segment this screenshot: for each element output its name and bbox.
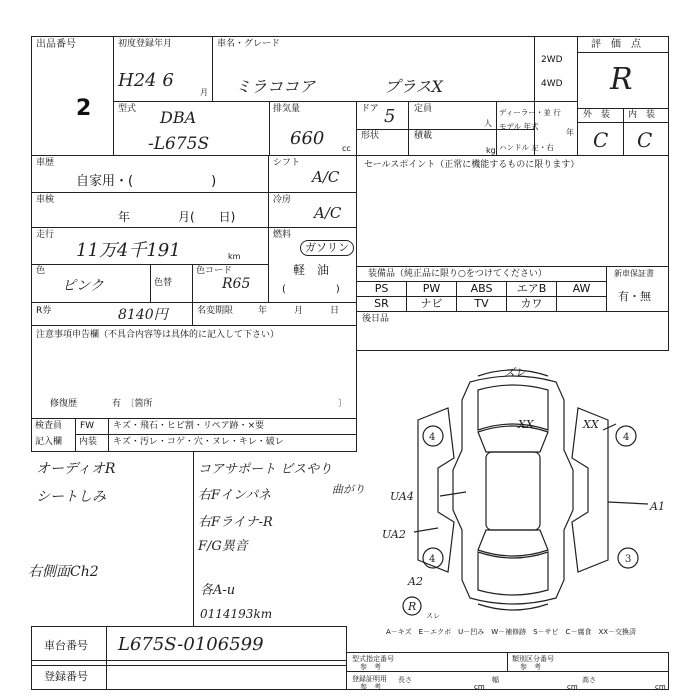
mark-xx-center: XX: [518, 418, 534, 431]
equipment-item-row1-3: エアB: [507, 282, 557, 297]
shift-label: シフト: [273, 158, 301, 168]
ac-label: 冷房: [273, 195, 292, 205]
fuel-paren: ( ): [282, 284, 340, 295]
mileage-value: 11万4千191: [76, 240, 181, 261]
remark-center-6: 0114193km: [200, 607, 273, 621]
remark-bent: 曲がり: [332, 483, 365, 496]
remark-center-1: コアサポート ビスやり: [198, 462, 333, 477]
length-cm: cm: [474, 683, 485, 691]
fuel-diesel: 軽 油: [293, 263, 330, 277]
equipment-item-row2-2: TV: [457, 297, 507, 312]
remark-center-3: 右Fライナ-R: [198, 515, 273, 530]
car-grade-label: 車名・グレード: [217, 39, 281, 49]
color-change-label: 色替: [154, 278, 173, 288]
width-label: 幅: [492, 676, 499, 684]
car-body-outline: [453, 376, 573, 604]
mark-r: R: [408, 600, 417, 613]
interior-code: 内装: [79, 437, 98, 447]
car-roof: [486, 452, 540, 530]
remark-center-5: 各A-u: [200, 583, 236, 598]
equipment-label: 装備品（純正品に限り○をつけてください）: [368, 269, 547, 279]
exterior-grade: C: [593, 128, 609, 152]
checker-mid-line: [75, 434, 356, 435]
equipment-item-row1-1: PW: [407, 282, 457, 297]
inspector-items: キズ・飛石・ヒビ割・リペア跡・×要: [113, 421, 265, 431]
score-sub-divider: [623, 108, 624, 155]
checker-divider-2: [108, 418, 109, 452]
mark-scuff: スレ: [426, 612, 440, 620]
first-reg-month-unit: 月: [200, 88, 208, 97]
sales-point-label: セールスポイント（正常に機能するものに限ります）: [364, 160, 580, 170]
car-windshield-front: [478, 426, 548, 452]
doors-value: 5: [384, 106, 396, 127]
inspection-label: 車検: [36, 195, 55, 205]
remark-left-2: シートしみ: [36, 489, 106, 505]
chassis-line: [32, 660, 346, 661]
mark-a1: A1: [650, 500, 665, 513]
length-label: 長さ: [398, 676, 412, 684]
mileage-label: 走行: [36, 230, 55, 240]
score-header-line: [578, 52, 668, 53]
car-damage-diagram: [378, 360, 678, 622]
color-value: ピンク: [62, 278, 104, 294]
model-prefix: DBA: [160, 108, 197, 127]
reg-spec-divider: [507, 652, 508, 672]
notes-label: 注意事項申告欄（不具合内容等は具体的に記入して下さい）: [36, 330, 280, 340]
mark-4-front-left: 4: [429, 432, 436, 443]
color-label: 色: [36, 266, 46, 276]
handle-label: ハンドル 左・右: [499, 143, 554, 152]
lot-no-label: 出品番号: [36, 39, 76, 50]
name-change-value: 年 月 日: [258, 306, 340, 316]
history-divider: [268, 155, 269, 303]
score-label: 評 価 点: [591, 39, 641, 50]
category-ref: 参 考: [520, 663, 541, 671]
shape-label: 形状: [361, 131, 380, 141]
doors-label: ドア: [361, 104, 379, 114]
reg-cert-ref: 参 考: [360, 683, 381, 691]
mark-3-rear-right: 3: [625, 554, 632, 565]
equipment-item-row2-0: SR: [357, 297, 407, 312]
chassis-label: 車台番号: [44, 639, 88, 652]
height-cm: cm: [655, 683, 666, 691]
grade: プラスX: [384, 77, 443, 96]
dealer-label: ディーラー・並 行: [499, 108, 561, 117]
cc-unit: cc: [342, 144, 351, 153]
lot-no: 2: [76, 96, 92, 121]
mark-ua4: UA4: [390, 490, 414, 503]
rear-items-label: 後日品: [362, 314, 390, 324]
person-unit: 人: [484, 119, 492, 128]
rear-items-box: [356, 311, 669, 351]
reg-label: 登録番号: [44, 670, 88, 683]
repair-value: 有 〔箇所: [112, 399, 153, 409]
model-desig-label: 型式指定番号: [352, 655, 394, 663]
equipment-item-row2-3: カワ: [507, 297, 557, 312]
load-label: 積載: [414, 131, 433, 141]
car-trunk: [478, 552, 548, 595]
mark-a2: A2: [408, 575, 423, 588]
color-change-divider: [150, 264, 151, 303]
mark-4-front-right: 4: [623, 432, 630, 443]
km-unit: km: [228, 252, 241, 261]
equipment-item-row1-2: ABS: [457, 282, 507, 297]
car-name: ミラココア: [235, 77, 316, 96]
interior-grade: C: [637, 128, 653, 152]
displacement-value: 660: [290, 128, 325, 149]
drive-2wd: 2WD: [541, 55, 563, 65]
inspector-label: 検査員: [35, 421, 63, 431]
history-label: 車歴: [36, 158, 55, 168]
interior-label: 内 装: [628, 110, 656, 120]
car-hood: [478, 385, 548, 430]
bumper-rear: [478, 604, 548, 610]
model-code: -L675S: [148, 134, 210, 154]
recycle-divider: [192, 302, 193, 326]
category-label: 類別区分番号: [512, 655, 554, 663]
checker-divider-1: [75, 418, 76, 452]
sales-point-box: [356, 155, 669, 267]
drive-4wd: 4WD: [541, 79, 563, 89]
capacity-label: 定員: [414, 104, 433, 114]
height-label: 高さ: [582, 676, 596, 684]
inspector-code: FW: [80, 421, 95, 431]
remark-left-3: 右側面Ch2: [28, 564, 99, 580]
recycle-label: R券: [36, 306, 52, 316]
year-unit: 年: [566, 128, 574, 137]
color-code-divider: [192, 264, 193, 303]
history-value: 自家用・( ): [76, 174, 217, 189]
score-value: R: [610, 62, 633, 97]
mark-xx-right: XX: [583, 418, 599, 431]
model-label: 型式: [118, 104, 137, 114]
color-code-value: R65: [222, 276, 251, 292]
equipment-item-row1-4: AW: [557, 282, 607, 297]
drive-box: [534, 36, 578, 102]
warranty-value: 有・無: [618, 290, 651, 303]
warranty-label: 新車保証書: [614, 269, 654, 278]
damage-legend: A－キズ E－エクボ U－凹み W－補修跡 S－サビ C－腐食 XX－交換済: [386, 628, 637, 636]
exterior-label: 外 装: [583, 110, 611, 120]
mark-4-rear-left: 4: [429, 554, 436, 565]
fuel-value: ガソリン: [300, 240, 354, 256]
shift-value: A/C: [312, 168, 340, 186]
row-line-2: [32, 227, 356, 228]
reg-cert-label: 登録証明用: [352, 675, 387, 683]
lot-no-box: [31, 36, 114, 156]
displacement-label: 排気量: [273, 104, 301, 114]
ac-value: A/C: [314, 204, 342, 222]
model-desig-ref: 参 考: [360, 663, 381, 671]
remark-center-4: F/G異音: [198, 539, 248, 554]
first-reg-label: 初度登録年月: [118, 39, 173, 49]
chassis-value: L675S-0106599: [118, 634, 264, 655]
remarks-divider: [193, 452, 194, 627]
remark-center-2: 右Fインパネ: [198, 488, 272, 503]
car-windshield-rear: [478, 530, 548, 556]
equipment-item-row2-1: ナビ: [407, 297, 457, 312]
diagram-top-label: ズレ: [504, 366, 526, 379]
inspection-value: 年 月( 日): [118, 210, 236, 224]
recycle-value: 8140円: [118, 307, 168, 323]
fuel-label: 燃料: [273, 230, 292, 240]
kg-unit: kg: [486, 146, 496, 155]
repair-close: 〕: [338, 399, 348, 409]
mark-ua2: UA2: [382, 528, 406, 541]
car-side-right: [572, 408, 608, 572]
equipment-item-row1-0: PS: [357, 282, 407, 297]
interior-items: キズ・汚レ・コゲ・穴・ヌレ・キレ・破レ: [113, 437, 284, 447]
score-sub-line-2: [578, 122, 668, 123]
color-code-label: 色コード: [196, 266, 233, 276]
remark-left-1: オーディオR: [36, 461, 116, 477]
row-line-1: [32, 192, 356, 193]
first-reg-value: H24 6: [118, 70, 174, 91]
entry-label: 記入欄: [35, 437, 63, 447]
width-cm: cm: [567, 683, 578, 691]
repair-label: 修復歴: [50, 399, 78, 409]
equipment-item-row2-4: [557, 297, 607, 312]
name-change-label: 名変期限: [197, 306, 234, 316]
model-year-label: モデル 年式: [499, 122, 539, 131]
